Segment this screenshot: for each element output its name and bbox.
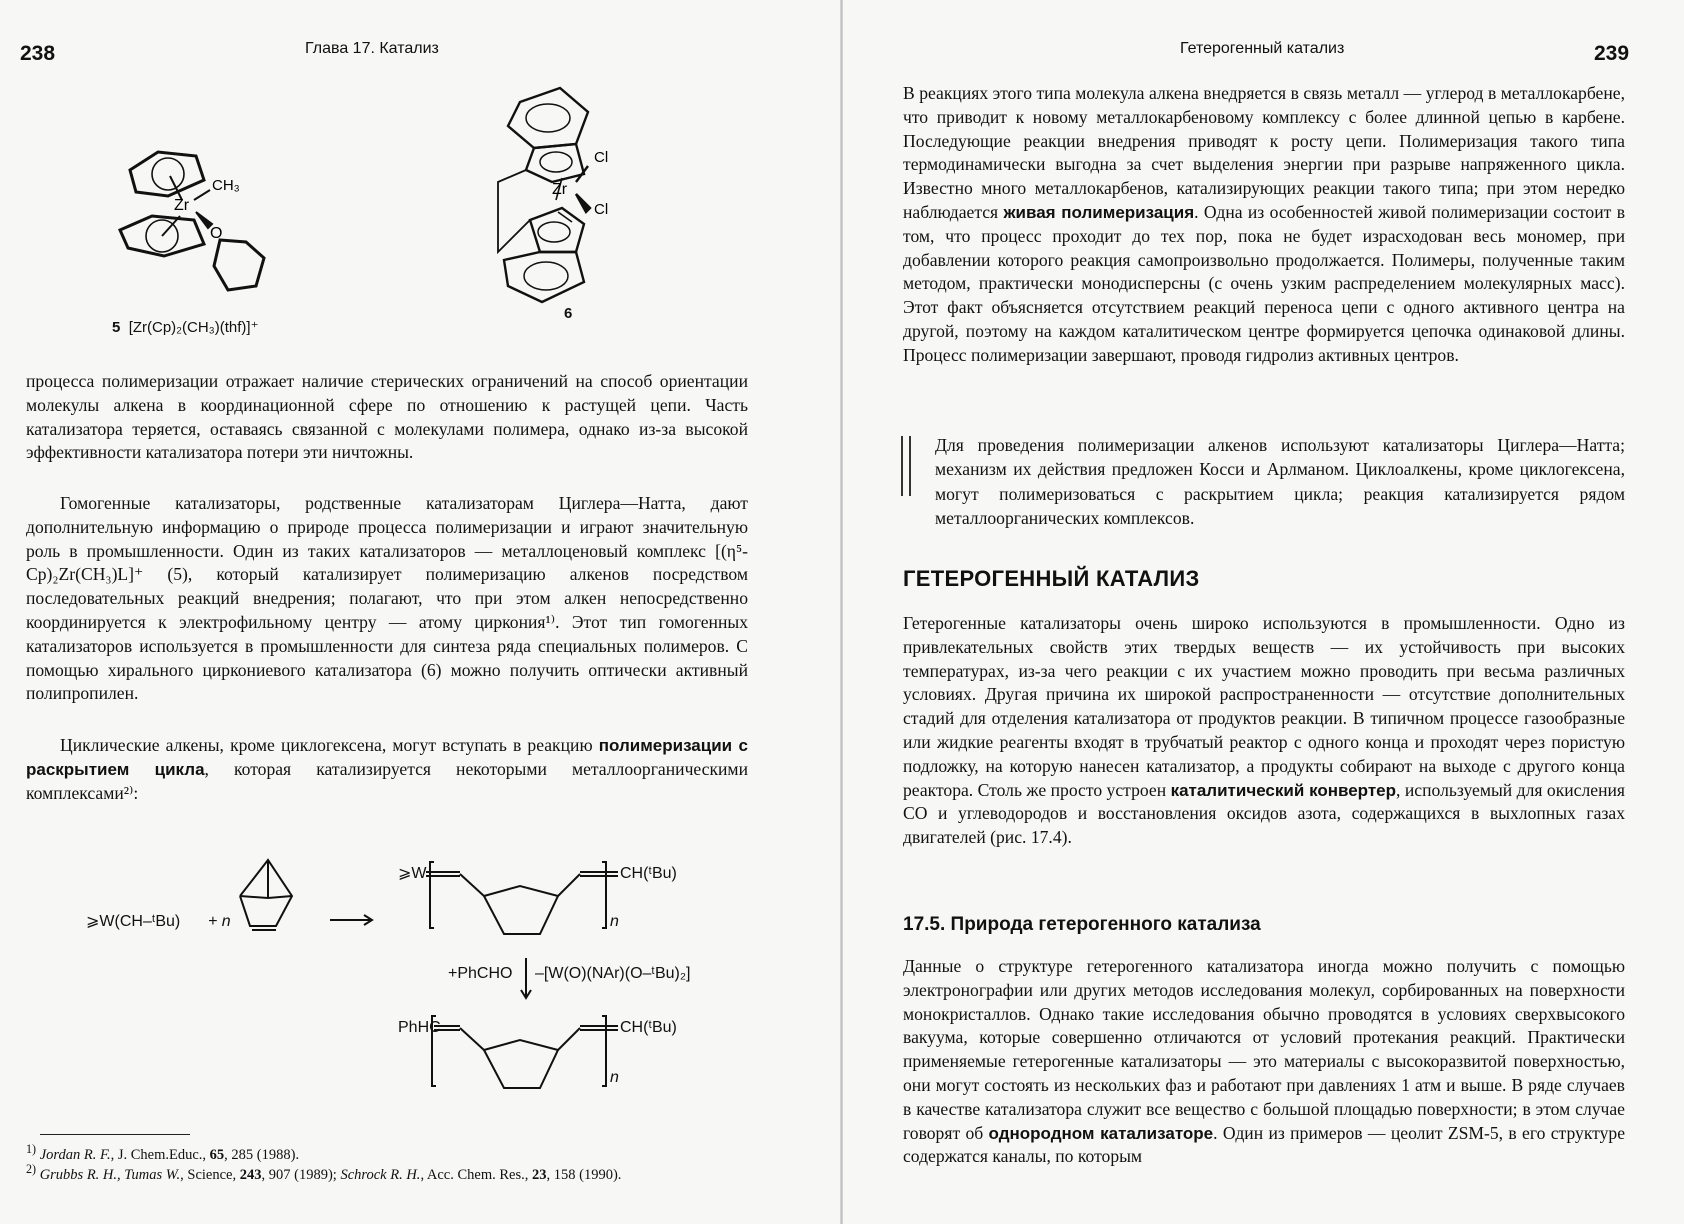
footnote-2-mid: , 907 (1989);	[261, 1166, 341, 1183]
right-paragraph-3	[903, 955, 1625, 1169]
right-paragraph-1	[903, 82, 1625, 368]
left-paragraph-1: процесса полимеризации отражает наличие стерических ограничений на способ ориентации молекулы алкена в координационной сфере по отношению к растущей цепи. Часть катализатора теряется, оставаясь связанной с молекулами полимера, однако из-за высокой эффективности катализатора потери эти ничтожны.	[26, 371, 748, 463]
running-head-left: Глава 17. Катализ	[305, 40, 439, 57]
reactant-carbene: ⩾W(CH–ᵗBu)	[86, 913, 181, 930]
footnote-1-mark: 1)	[26, 1142, 37, 1156]
page-number-left: 238	[20, 42, 56, 65]
summary-note: Для проведения полимеризации алкенов используют катализаторы Циглера—Натта; механизм их действия предложен Косси и Арлманом. Циклоалкены, кроме циклогексена, могут полимеризоваться с раскрытием цикла; реакция катализируется рядом металлоорганических комплексов.	[935, 435, 1625, 529]
rp3-text-b: . Один из примеров — цеолит ZSM-5, в его структуре содержатся каналы, по которым	[903, 1122, 1625, 1167]
footnote-2-source: , Science,	[180, 1166, 240, 1183]
p3-text-a: Циклические алкены, кроме циклогексена, могут вступать в реакцию	[60, 735, 599, 755]
summary-marker-bar	[901, 436, 911, 496]
zr-label: Zr	[174, 197, 190, 214]
rp1-text-b: . Одна из особенностей живой полимеризации состоит в том, что процесс проходит до тех пор, пока не будет израсходован весь мономер, при добавлении которого реакция самопроизвольно продолжается. Полимеры, полученные таким методом, практически монодисперсны (с очень узким распределением молекулярных масс). Этот факт объясняется отсутствием реакций переноса цепи с одного активного центра на другой, поэтому на каждом каталитическом центре формируется цепочка одинаковой длины. Процесс полимеризации завершают, проводя гидролиз активных центров.	[903, 201, 1625, 365]
product2-left-group: PhHC	[398, 1019, 441, 1036]
structure-6-ansa-zirconocene	[480, 82, 680, 312]
running-head-right: Гетерогенный катализ	[1180, 40, 1345, 57]
footnote-1-authors: Jordan R. F.	[39, 1146, 111, 1163]
product2-subscript-n: n	[610, 1069, 619, 1086]
footnote-2-source-2: , Acc. Chem. Res.,	[420, 1166, 532, 1183]
section-title: ГЕТЕРОГЕННЫЙ КАТАЛИЗ	[903, 566, 1200, 591]
page-number-right: 239	[1594, 42, 1630, 65]
cl-label-1: Cl	[594, 149, 609, 166]
footnote-2-authors-2: Schrock R. H.	[340, 1166, 421, 1183]
footnote-2-volume: 243	[239, 1166, 262, 1183]
product1-end-group: CH(ᵗBu)	[620, 865, 677, 882]
reactant-plus-n: + n	[208, 913, 231, 930]
fig5-formula: [Zr(Cp)₂(CH₃)(thf)]⁺	[128, 319, 259, 336]
right-paragraph-2	[903, 612, 1625, 850]
p3-bold-term: полимеризации с раскрытием цикла	[26, 736, 748, 779]
structure-5-zirconocene	[100, 130, 360, 340]
left-paragraph-3	[26, 734, 748, 805]
footnote-1-volume: 65	[209, 1146, 225, 1163]
rp1-bold-term: живая полимеризация	[1003, 202, 1195, 222]
footnote-1-source: , J. Chem.Educ.,	[110, 1146, 210, 1163]
footnote-2	[26, 1160, 761, 1185]
fig6-caption: 6	[564, 305, 573, 322]
reagent-remove: –[W(O)(NAr)(O–ᵗBu)₂]	[535, 965, 691, 982]
footnote-2-tail: , 158 (1990).	[546, 1166, 622, 1183]
ch3-label: CH₃	[212, 177, 240, 194]
o-label: O	[210, 225, 223, 242]
rp1-text-a: В реакциях этого типа молекула алкена внедряется в связь металл — углерод в металлокарбене, что приводит к новому металлокарбеновому комплексу с более длинной цепью в карбене. Последующие реакции внедрения приводят к росту цепи. Полимеризация такого типа термодинамически выгодна за счет выделения энергии при разрыве напряженного цикла. Известно много металлокарбенов, катализирующих реакции такого типа; при этом нередко наблюдается	[903, 83, 1625, 222]
footnote-rule	[40, 1134, 190, 1135]
footnote-1-tail: , 285 (1988).	[224, 1146, 300, 1163]
product1-left-group: ⩾W	[398, 865, 427, 882]
rp2-bold-term: каталитический конвертер	[1170, 780, 1397, 800]
fig5-caption	[112, 318, 259, 336]
subsection-title: 17.5. Природа гетерогенного катализа	[903, 914, 1261, 935]
product2-end-group: CH(ᵗBu)	[620, 1019, 677, 1036]
reagent-add: +PhCHO	[448, 965, 513, 982]
fig5-number: 5	[112, 319, 121, 336]
rp2-text-b: , используемый для окисления CO и углеводородов и восстановления оксидов азота, содержащихся в выхлопных газах двигателей (рис. 17.4).	[903, 779, 1625, 848]
cl-label-2: Cl	[594, 201, 609, 218]
product1-subscript-n: n	[610, 913, 619, 930]
ring-opening-polymerization-scheme	[80, 838, 730, 1118]
rp3-bold-term: однородном катализаторе	[988, 1123, 1214, 1143]
rp3-text-a: Данные о структуре гетерогенного катализатора иногда можно получить с помощью электронографии или других методов исследования молекул, сорбированных на поверхности монокристаллов. Однако такие исследования обычно проводятся в условиях сверхвысокого вакуума, которые совершенно отличаются от условий протекания реакций. Практически применяемые гетерогенные катализаторы — это материалы с высокоразвитой поверхностью, они могут состоять из нескольких фаз и работают при давлениях 1 атм и выше. В ряде случаев в качестве катализатора служит все вещество с большой площадью поверхности; в этом случае говорят об	[903, 956, 1625, 1143]
left-paragraph-2: Гомогенные катализаторы, родственные катализаторам Циглера—Натта, дают дополнительную информацию о природе процесса полимеризации и играют значительную роль в промышленности. Один из таких катализаторов — металлоценовый комплекс [(η⁵-Cp)₂Zr(CH₃)L]⁺ (5), который катализирует полимеризацию алкенов посредством последовательных реакций внедрения; полагают, что при этом алкен непосредственно координируется к электрофильному центру — атому циркония¹⁾. Этот тип гомогенных катализаторов используется в промышленности для синтеза ряда специальных полимеров. С помощью хирального циркониевого катализатора (6) можно получить оптически активный полипропилен.	[26, 493, 748, 704]
footnote-2-volume-2: 23	[532, 1166, 547, 1183]
p3-text-b: , которая катализируется некоторыми металлоорганическими комплексами²⁾:	[26, 758, 748, 803]
footnote-2-mark: 2)	[26, 1162, 37, 1176]
footnote-2-authors: Grubbs R. H., Tumas W.	[39, 1166, 181, 1183]
rp2-text-a: Гетерогенные катализаторы очень широко используются в промышленности. Одно из привлекательных свойств этих твердых веществ — их устойчивость при высоких температурах, из-за чего реакции с их участием можно проводить при весьма различных условиях. Другая причина их широкой распространенности — отсутствие дополнительных стадий для отделения катализатора от продуктов реакции. В типичном процессе газообразные или жидкие реагенты входят в трубчатый реактор с одного конца и проходят через пористую подложку, на которую нанесен катализатор, а продукты собирают на выходе с другого конца реактора. Столь же просто устроен	[903, 613, 1625, 800]
zr-label-6: Zr	[552, 181, 568, 198]
